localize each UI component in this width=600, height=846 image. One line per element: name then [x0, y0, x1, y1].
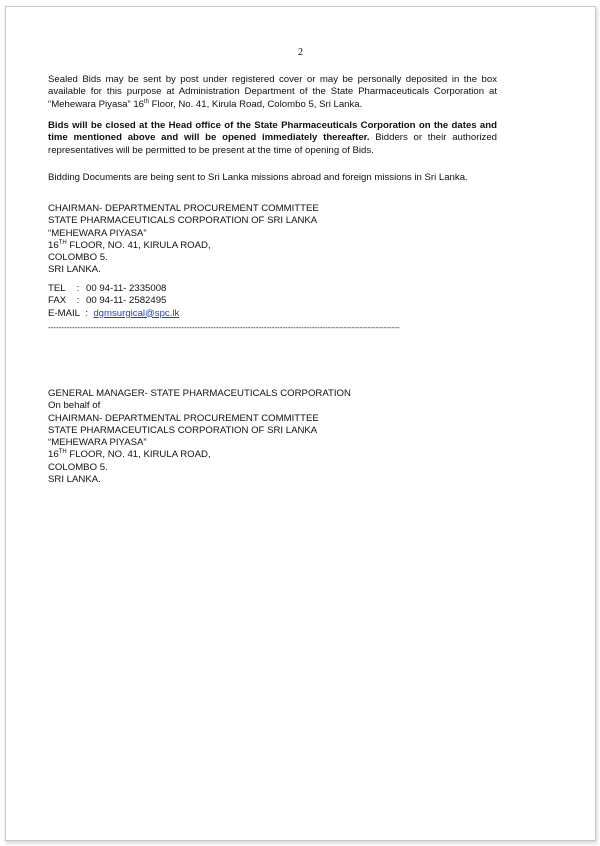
floor-superscript: th: [143, 98, 149, 105]
separator-line: ------------------------------------------------------------------------------------------------------------------------------------: [48, 323, 400, 332]
paragraph-closing: [48, 120, 497, 157]
address-line: On behalf of: [48, 400, 101, 412]
street-text: FLOOR, NO. 41, KIRULA ROAD,: [66, 239, 211, 251]
tel-label: TEL: [48, 283, 66, 294]
address-line: CHAIRMAN- DEPARTMENTAL PROCUREMENT COMMITTEE: [48, 412, 319, 424]
floor-superscript: TH: [58, 449, 67, 456]
address-line: COLOMBO 5.: [48, 461, 108, 473]
floor-number: 16: [48, 449, 59, 461]
floor-number: 16: [48, 239, 59, 251]
email-row: E-MAIL : dgmsurgical@spc.lk: [48, 307, 180, 319]
fax-label: FAX: [48, 295, 67, 307]
paragraph-submission-address: Floor, No. 41, Kirula Road, Colombo 5, Sri Lanka.: [149, 98, 363, 110]
closing-bold-text: Bids will be closed at the Head office of the State Pharmaceuticals Corporation on the dates and time mentioned above and will be opened immediately thereafter.: [48, 120, 497, 144]
street-text: FLOOR, NO. 41, KIRULA ROAD,: [66, 449, 211, 461]
email-link[interactable]: dgmsurgical@spc.lk: [93, 307, 180, 319]
paragraph-submission: [48, 74, 497, 111]
fax-value: 00 94-11- 2582495: [86, 295, 167, 307]
tel-value: 00 94-11- 2335008: [86, 283, 167, 294]
address-line: STATE PHARMACEUTICALS CORPORATION OF SRI LANKA: [48, 424, 318, 436]
address-line: [48, 449, 497, 461]
floor-superscript: TH: [58, 239, 67, 246]
address-line: STATE PHARMACEUTICALS CORPORATION OF SRI LANKA: [48, 215, 318, 227]
address-line: “MEHEWARA PIYASA”: [48, 227, 147, 239]
contact-block: [48, 283, 497, 320]
address-block-general-manager: [48, 388, 497, 486]
document-page: [5, 6, 596, 841]
floor-number: 16: [133, 98, 144, 110]
address-line: SRI LANKA.: [48, 474, 101, 486]
address-line: “MEHEWARA PIYASA”: [48, 437, 147, 449]
page-number: 2: [298, 47, 303, 58]
address-line: CHAIRMAN- DEPARTMENTAL PROCUREMENT COMMITTEE: [48, 203, 319, 214]
fax-row: FAX : 00 94-11- 2582495: [48, 295, 167, 307]
email-label: E-MAIL: [48, 307, 80, 319]
address-line: GENERAL MANAGER- STATE PHARMACEUTICALS CORPORATION: [48, 388, 351, 399]
address-line: [48, 240, 497, 252]
tel-row: TEL : 00 94-11- 2335008: [48, 283, 167, 294]
paragraph-submission-text: Sealed Bids may be sent by post under registered cover or may be personally deposited in the box available for this purpose at Administration Department of the State Pharmaceuticals Corporation at “Mehewara Piyasa”: [48, 74, 497, 110]
paragraph-documents: Bidding Documents are being sent to Sri Lanka missions abroad and foreign missions in Sri Lanka.: [48, 172, 468, 183]
closing-normal-text: Bidders or their authorized representatives will be permitted to be present at the time of opening of Bids.: [48, 132, 498, 156]
address-line: SRI LANKA.: [48, 264, 101, 276]
address-line: COLOMBO 5.: [48, 252, 108, 264]
address-block-chairman: [48, 203, 497, 277]
